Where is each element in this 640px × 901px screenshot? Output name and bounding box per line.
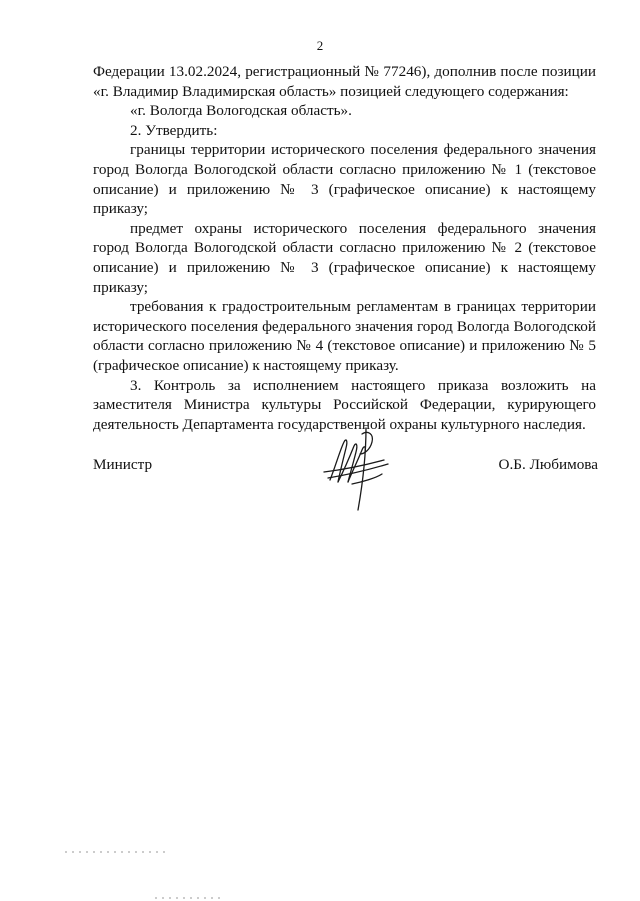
document-body	[93, 62, 596, 434]
paragraph-item-2-heading: 2. Утвердить:	[130, 121, 218, 139]
paragraph-territory-boundaries: границы территории исторического поселения федерального значения город Вологда Вологодской области согласно приложению № 1 (текстовое описание) и приложению № 3 (графическое описание) к настоящему приказу;	[93, 141, 596, 218]
signatory-name: О.Б. Любимова	[498, 456, 598, 473]
paragraph-urban-planning-requirements: требования к градостроительным регламентам в границах территории исторического поселения федерального значения город Вологда Вологодской области согласно приложению № 4 (текстовое описание) и приложению № 5 (графическое описание) к настоящему приказу.	[93, 298, 596, 374]
paragraph-new-position: «г. Вологда Вологодская область».	[130, 102, 352, 120]
scan-artifacts	[0, 840, 640, 901]
paragraph-item-3-control: 3. Контроль за исполнением настоящего приказа возложить на заместителя Министра культуры Российской Федерации, курирующего деятельность Департамента государственной охраны культурного наследия.	[93, 376, 596, 433]
page-number: 2	[316, 38, 324, 53]
handwritten-signature	[322, 420, 392, 512]
paragraph-continuation: Федерации 13.02.2024, регистрационный № 77246), дополнив после позиции «г. Владимир Владимирская область» позицией следующего содержания:	[93, 63, 596, 100]
signatory-title: Министр	[93, 456, 153, 473]
paragraph-protection-subject: предмет охраны исторического поселения федерального значения город Вологда Вологодской области согласно приложению № 2 (текстовое описание) и приложению № 3 (графическое описание) к настоящему приказу;	[93, 219, 596, 296]
